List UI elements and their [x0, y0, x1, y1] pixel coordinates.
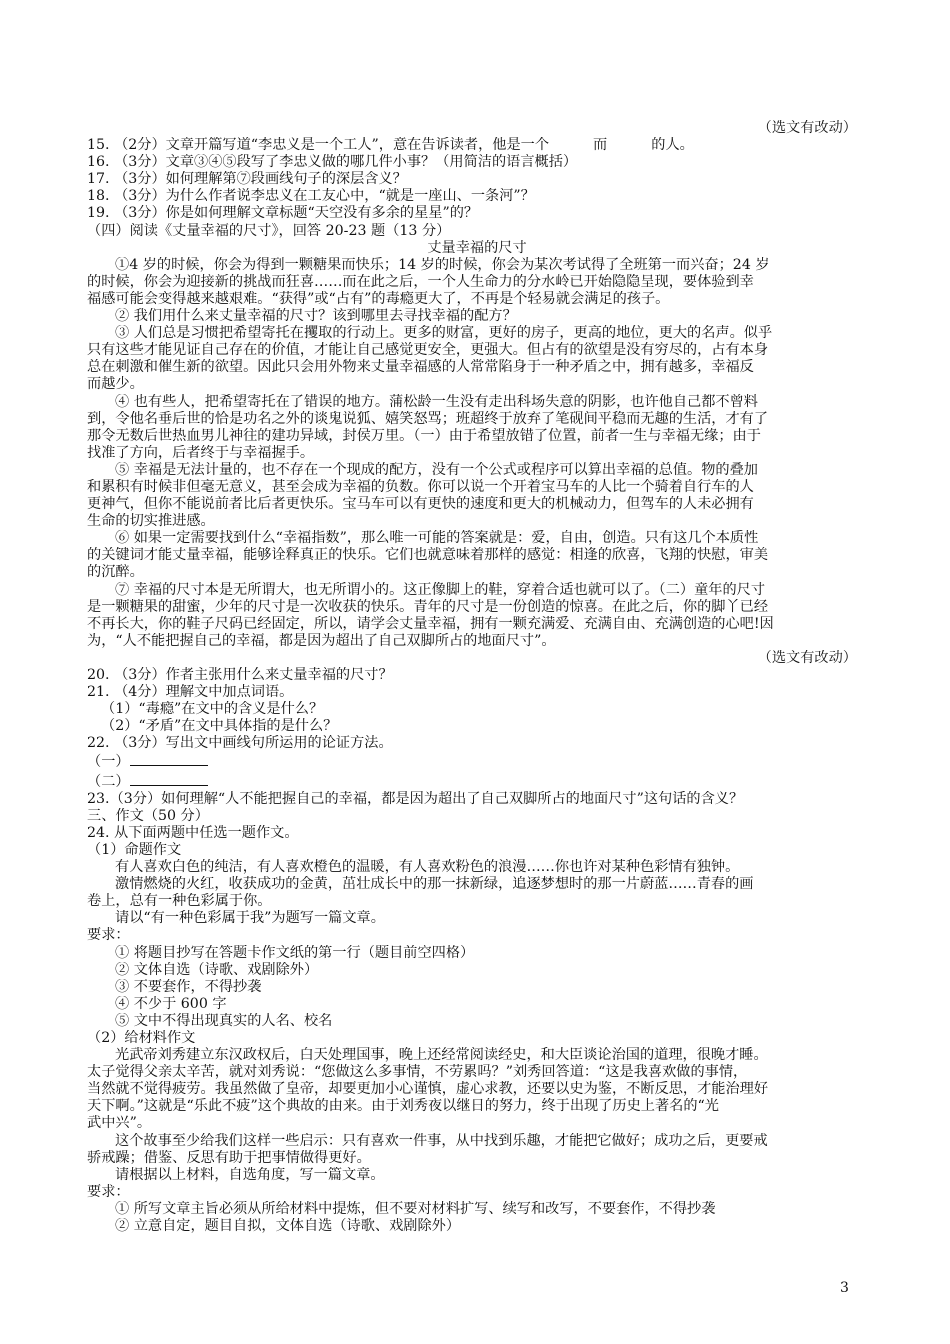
question-18: 18. （3分）为什么作者说李忠义在工友心中，“就是一座山、一条河”？	[87, 188, 535, 205]
composition-2-insight: 这个故事至少给我们这样一些启示：只有喜欢一件事，从中找到乐趣，才能把它做好；成功之后，更要戒 骄戒躁；借鉴、反思有助于把事情做得更好。	[87, 1132, 768, 1166]
answer-line-2: （二）	[87, 772, 867, 791]
question-21: 21. （4分）理解文中加点词语。	[87, 684, 294, 701]
exam-page	[87, 120, 867, 1235]
section-4-heading: （四）阅读《丈量幸福的尺寸》，回答 20-23 题（13 分）	[87, 222, 451, 239]
paragraph-6: ⑥ 如果一定需要找到什么“幸福指数”，那么唯一可能的答案就是：爱，自由，创造。只有这几个本质性 的关键词才能丈量幸福，能够诠释真正的快乐。它们也就意味着那样的感觉：相逢的欣喜，飞翔的快慰，审美 的沉醉。	[87, 530, 769, 581]
list-item: ① 所写文章主旨必须从所给材料中提炼，但不要对材料扩写、续写和改写，不要套作，不得抄袭	[115, 1200, 716, 1217]
paragraph-5: ⑤ 幸福是无法计量的，也不存在一个现成的配方，没有一个公式或程序可以算出幸福的总值。物的叠加 和累积有时候非但毫无意义，甚至会成为幸福的负数。你可以说一个开着宝马车的人比一个骑着自行车的人 更神气，但你不能说前者比后者更快乐。宝马车可以有更快的速度和更大的机械动力，但驾车的人未必拥有 生命的切实推进感。	[87, 461, 758, 530]
section-3-heading: 三、作文（50 分）	[87, 807, 209, 824]
question-22: 22. （3分）写出文中画线句所运用的论证方法。	[87, 735, 393, 752]
requirements-list-2	[87, 1201, 867, 1235]
question-21-1: （1）“毒瘾”在文中的含义是什么？	[101, 701, 324, 718]
paragraph-7: ⑦ 幸福的尺寸本是无所谓大，也无所谓小的。这正像脚上的鞋，穿着合适也就可以了。（二）童年的尺寸 是一颗糖果的甜蜜，少年的尺寸是一次收获的快乐。青年的尺寸是一份创造的惊喜。在此之后，你的脚丫已经 不再长大，你的鞋子尺码已经固定，所以，请学会丈量幸福，拥有一颗充满爱、充满自由、充满创造的心吧!因 为，“人不能把握自己的幸福，都是因为超出了自己双脚所占的地面尺寸”。	[87, 581, 774, 649]
composition-1-text: 卷上，总有一种色彩属于你。	[87, 893, 272, 910]
list-item: ⑤ 文中不得出现真实的人名、校名	[115, 1012, 333, 1029]
question-17: 17. （3分）如何理解第⑦段画线句子的深层含义？	[87, 171, 407, 188]
answer-line-1: （一）	[87, 752, 867, 771]
question-19: 19. （3分）你是如何理解文章标题“天空没有多余的星星”的？	[87, 205, 479, 222]
composition-2-prompt: 请根据以上材料，自选角度，写一篇文章。	[115, 1166, 385, 1183]
paragraph-4: ④ 也有些人，把希望寄托在了错误的地方。蒲松龄一生没有走出科场失意的阴影，也许他自己都不曾料 到，令他名垂后世的恰是功名之外的谈鬼说狐、嬉笑怒骂；班超终于放弃了笔砚间平稳而无趣的生活，才有了 那令无数后世热血男儿神往的建功异域，封侯万里。（一）由于希望放错了位置，前者一生与幸福无缘；由于 找准了方向，后者终于与幸福握手。	[87, 393, 769, 461]
article-title: 丈量幸福的尺寸	[427, 239, 527, 256]
question-21-2: （2）“矛盾”在文中具体指的是什么？	[101, 718, 338, 735]
paragraph-1: ①4 岁的时候，你会为得到一颗糖果而快乐；14 岁的时候，你会为某次考试得了全班第一而兴奋；24 岁 的时候，你会为迎接新的挑战而狂喜……而在此之后，一个人生命力的分水岭已开始隐隐呈现，要体验到幸 福感可能会变得越来越艰难。“获得”或“占有”的毒瘾更大了，不再是个轻易就会满足的孩子。	[87, 256, 770, 307]
list-item: ③ 不要套作，不得抄袭	[115, 978, 262, 995]
answer-blank[interactable]	[130, 752, 208, 766]
requirements-label: 要求：	[87, 927, 130, 944]
source-note: （选文有改动）	[757, 120, 857, 136]
question-16: 16. （3分）文章③④⑤段写了李忠义做的哪几件小事？（用简洁的语言概括）	[87, 154, 578, 171]
list-item: ① 将题目抄写在答题卡作文纸的第一行（题目前空四格）	[115, 944, 475, 961]
composition-1-text: 激情燃烧的火红，收获成功的金黄，茁壮成长中的那一抹新绿，追逐梦想时的那一片蔚蓝……青春的画	[115, 876, 754, 893]
list-item: ② 文体自选（诗歌、戏剧除外）	[115, 961, 319, 978]
question-15: 15. （2分）文章开篇写道“李忠义是一个工人”，意在告诉读者，他是一个 而 的人。	[87, 137, 694, 154]
question-20: 20. （3分）作者主张用什么来丈量幸福的尺寸？	[87, 667, 393, 683]
paragraph-2: ② 我们用什么来丈量幸福的尺寸？该到哪里去寻找幸福的配方？	[115, 308, 517, 325]
page-number: 3	[840, 1280, 849, 1296]
list-item: ② 立意自定，题目自拟，文体自选（诗歌、戏剧除外）	[115, 1218, 461, 1234]
composition-2-heading: （2）给材料作文	[87, 1029, 196, 1046]
paragraph-3: ③ 人们总是习惯把希望寄托在攫取的行动上。更多的财富，更好的房子，更高的地位，更大的名声。似乎 只有这些才能见证自己存在的价值，才能让自己感觉更安全，更强大。但占有的欲望是没有穷尽的，占有本身 总在刺激和催生新的欲望。因此只会用外物来丈量幸福感的人常常陷身于一种矛盾之中，拥有越多，幸福反 而越少。	[87, 325, 773, 393]
question-24: 24. 从下面两题中任选一题作文。	[87, 824, 299, 841]
composition-1-text: 有人喜欢白色的纯洁，有人喜欢橙色的温暖，有人喜欢粉色的浪漫……你也许对某种色彩情有独钟。	[115, 859, 740, 876]
composition-2-material: 光武帝刘秀建立东汉政权后，白天处理国事，晚上还经常阅读经史，和大臣谈论治国的道理，很晚才睡。 太子觉得父亲太辛苦，就对刘秀说：“您做这么多事情，不劳累吗？”刘秀回答道：“这是我喜欢做的事情， 当然就不觉得疲劳。我虽然做了皇帝，却要更加小心谨慎，虚心求教，还要以史为鉴，不断反思，才能治理好 天下啊。”这就是“乐此不疲”这个典故的由来。由于刘秀夜以继日的努力，终于出现了历史上著名的“光 武中兴”。	[87, 1047, 769, 1132]
source-note: （选文有改动）	[757, 649, 857, 666]
composition-1-heading: （1）命题作文	[87, 841, 182, 858]
question-23: 23.（3分）如何理解“人不能把握自己的幸福，都是因为超出了自己双脚所占的地面尺寸”这句话的含义？	[87, 790, 744, 807]
requirements-label: 要求：	[87, 1183, 130, 1200]
answer-blank[interactable]	[130, 772, 208, 786]
list-item: ④ 不少于 600 字	[115, 995, 227, 1012]
requirements-list-1	[87, 945, 867, 1030]
composition-1-prompt: 请以“有一种色彩属于我”为题写一篇文章。	[115, 910, 385, 927]
